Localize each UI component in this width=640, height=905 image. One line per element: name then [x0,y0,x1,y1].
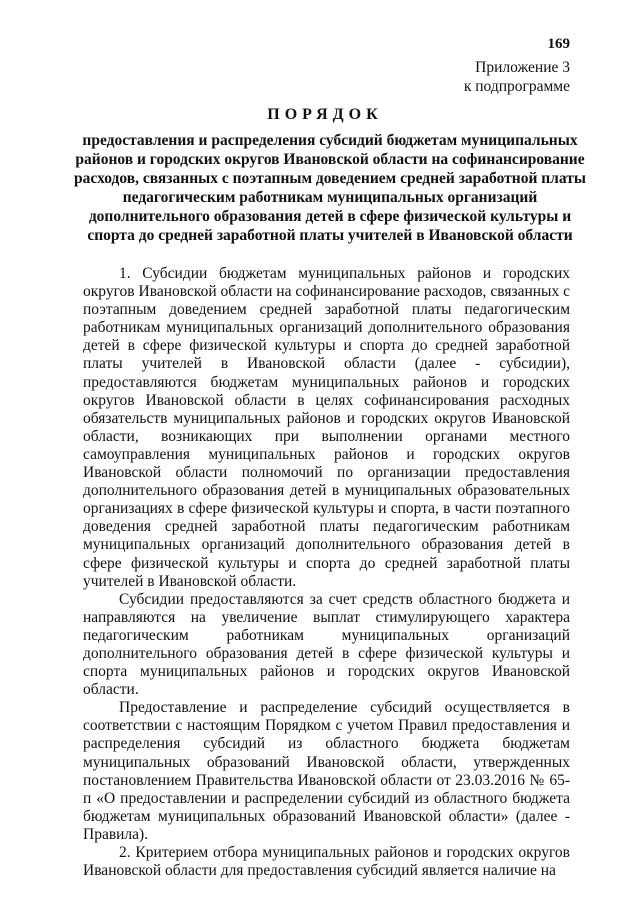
page-number: 169 [547,36,570,52]
document-body [83,265,570,880]
paragraph-3: Предоставление и распределение субсидий осуществляется в соответствии с настоящим Порядком с учетом Правил предоставления и распределения субсидий из областного бюджета бюджетам муниципальных образований Ивановской области, утвержденных постановлением Правительства Ивановской области от 23.03.2016 № 65-п «О предоставлении и распределении субсидий из областного бюджета бюджетам муниципальных образований Ивановской области» (далее - Правила). [83,699,570,843]
document-subtitle: предоставления и распределения субсидий бюджетам муниципальных районов и городских округов Ивановской области на софинансирование расходов, связанных с поэтапным доведением средней заработной платы педагогическим работникам муниципальных организаций дополнительного образования детей в сфере физической культуры и спорта до средней заработной платы учителей в Ивановской области [74,132,586,244]
appendix-reference [464,58,570,96]
paragraph-1: 1. Субсидии бюджетам муниципальных районов и городских округов Ивановской области на софинансирование расходов, связанных с поэтапным доведением средней заработной платы педагогическим работникам муниципальных организаций дополнительного образования детей в сфере физической культуры и спорта до средней заработной платы учителей в Ивановской области (далее - субсидии), предоставляются бюджетам муниципальных районов и городских округов Ивановской области в целях софинансирования расходных обязательств муниципальных районов и городских округов Ивановской области, возникающих при выполнении органами местного самоуправления муниципальных районов и городских округов Ивановской области полномочий по организации предоставления дополнительного образования детей в муниципальных образовательных организациях в сфере физической культуры и спорта, в части поэтапного доведения средней заработной платы педагогическим работникам муниципальных организаций дополнительного образования детей в сфере физической культуры и спорта до средней заработной платы учителей в Ивановской области. [83,265,570,590]
appendix-line-1: Приложение 3 [475,59,570,76]
appendix-line-2: к подпрограмме [463,78,570,95]
paragraph-2: Субсидии предоставляются за счет средств областного бюджета и направляются на увеличение выплат стимулирующего характера педагогическим работникам муниципальных организаций дополнительного образования детей в сфере физической культуры и спорта муниципальных районов и городских округов Ивановской области. [83,590,570,699]
paragraph-4: 2. Критерием отбора муниципальных районов и городских округов Ивановской области для предоставления субсидий является наличие на [83,844,570,880]
document-title: ПОРЯДОК [267,106,383,123]
